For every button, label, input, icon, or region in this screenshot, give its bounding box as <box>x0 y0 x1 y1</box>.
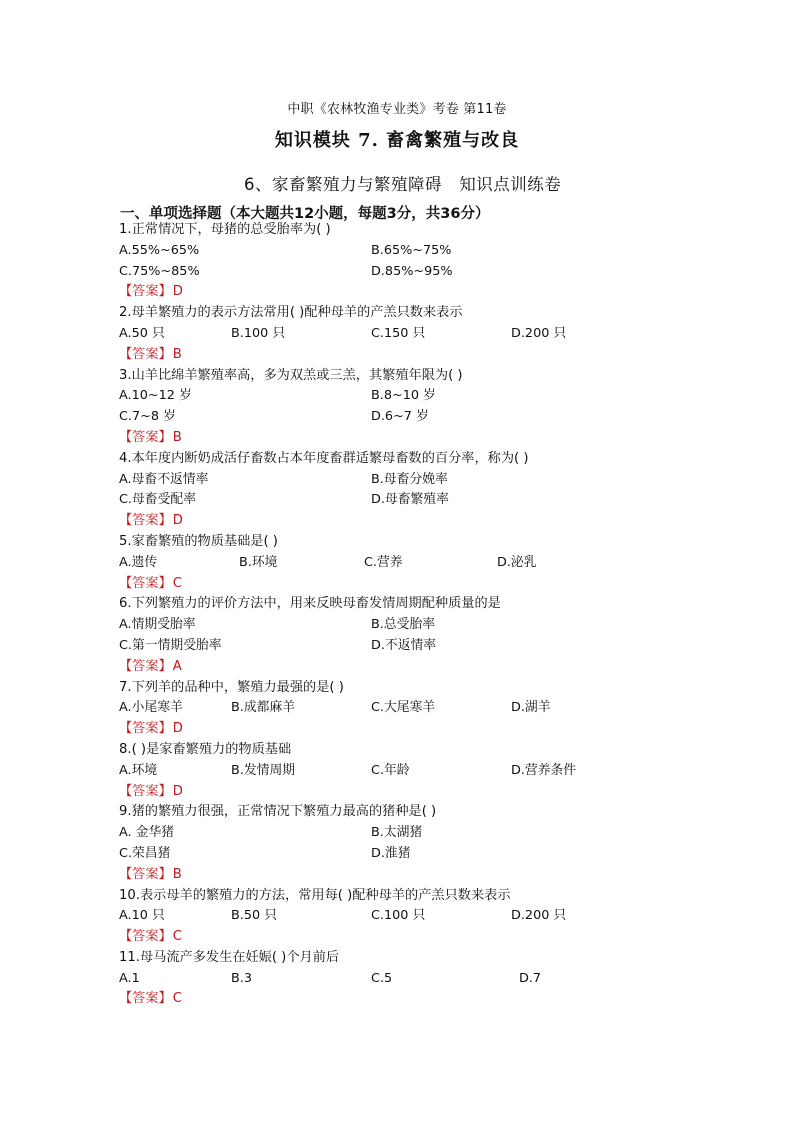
option-row <box>119 470 719 491</box>
option-b: B.3 <box>231 970 252 986</box>
option-a: A.10~12 岁 <box>119 388 192 404</box>
question-8 <box>119 740 719 802</box>
option-c: C.150 只 <box>371 325 426 341</box>
option-c: C.营养 <box>364 554 403 570</box>
question-6 <box>119 594 719 677</box>
answer-line <box>119 865 719 886</box>
answer-line <box>119 345 719 366</box>
question-list <box>119 220 719 1010</box>
module-title: 知识模块 7. 畜禽繁殖与改良 <box>274 130 520 151</box>
answer-label: 【答案】 <box>119 658 172 674</box>
question-11 <box>119 948 719 1010</box>
answer-value: B <box>172 429 182 445</box>
answer-line <box>119 657 719 678</box>
option-c: C.母畜受配率 <box>119 492 196 508</box>
answer-value: D <box>172 513 183 529</box>
answer-value: D <box>172 783 183 799</box>
answer-line <box>119 511 719 532</box>
answer-line <box>119 574 719 595</box>
answer-line <box>119 782 719 803</box>
answer-label: 【答案】 <box>119 346 172 362</box>
answer-line <box>119 719 719 740</box>
option-d: D.不返情率 <box>371 637 437 653</box>
answer-label: 【答案】 <box>119 866 172 882</box>
option-row <box>119 553 719 574</box>
question-5 <box>119 532 719 594</box>
option-b: B.100 只 <box>231 325 286 341</box>
option-b: B.发情周期 <box>231 762 296 778</box>
option-b: B.65%~75% <box>371 242 452 258</box>
question-stem: 9.猪的繁殖力很强，正常情况下繁殖力最高的猪种是( ) <box>119 804 437 820</box>
option-row <box>119 386 719 407</box>
question-10 <box>119 886 719 948</box>
option-b: B.母畜分娩率 <box>371 471 448 487</box>
answer-label: 【答案】 <box>119 991 172 1007</box>
question-stem: 3.山羊比绵羊繁殖率高，多为双羔或三羔，其繁殖年限为( ) <box>119 367 463 383</box>
option-d: D.200 只 <box>511 908 567 924</box>
option-c: C.年龄 <box>371 762 410 778</box>
option-row <box>119 636 719 657</box>
option-d: D.泌乳 <box>497 554 537 570</box>
option-c: C.75%~85% <box>119 263 200 279</box>
option-b: B.8~10 岁 <box>371 388 436 404</box>
option-row <box>119 844 719 865</box>
question-stem: 10.表示母羊的繁殖力的方法，常用每( )配种母羊的产羔只数来表示 <box>119 887 511 903</box>
option-row <box>119 823 719 844</box>
question-1 <box>119 220 719 303</box>
question-7 <box>119 678 719 740</box>
answer-value: D <box>172 284 183 300</box>
unit-title: 6、家畜繁殖力与繁殖障碍 知识点训练卷 <box>244 175 562 194</box>
question-9 <box>119 802 719 885</box>
answer-line <box>119 927 719 948</box>
answer-line <box>119 428 719 449</box>
option-a: A.1 <box>119 970 140 986</box>
option-row <box>119 324 719 345</box>
option-c: C.荣昌猪 <box>119 845 171 861</box>
answer-value: C <box>172 929 182 945</box>
option-row <box>119 615 719 636</box>
answer-value: B <box>172 866 182 882</box>
option-a: A.55%~65% <box>119 242 200 258</box>
option-a: A. 金华猪 <box>119 825 175 841</box>
option-d: D.淮猪 <box>371 845 411 861</box>
answer-value: C <box>172 575 182 591</box>
answer-value: B <box>172 346 182 362</box>
option-a: A.母畜不返情率 <box>119 471 209 487</box>
answer-label: 【答案】 <box>119 783 172 799</box>
question-stem: 6.下列繁殖力的评价方法中，用来反映母畜发情周期配种质量的是 <box>119 596 501 612</box>
option-row <box>119 969 719 990</box>
answer-label: 【答案】 <box>119 429 172 445</box>
question-stem: 4.本年度内断奶成活仔畜数占本年度畜群适繁母畜数的百分率，称为( ) <box>119 450 529 466</box>
option-b: B.成都麻羊 <box>231 700 296 716</box>
answer-value: C <box>172 991 182 1007</box>
option-d: D.母畜繁殖率 <box>371 492 449 508</box>
question-stem: 8.( )是家畜繁殖力的物质基础 <box>119 741 292 757</box>
answer-label: 【答案】 <box>119 929 172 945</box>
option-c: C.第一情期受胎率 <box>119 637 222 653</box>
option-row <box>119 407 719 428</box>
question-stem: 5.家畜繁殖的物质基础是( ) <box>119 533 278 549</box>
option-b: B.总受胎率 <box>371 617 436 633</box>
option-d: D.湖羊 <box>511 700 551 716</box>
option-b: B.太湖猪 <box>371 825 423 841</box>
option-row <box>119 906 719 927</box>
option-c: C.5 <box>371 970 393 986</box>
option-a: A.情期受胎率 <box>119 617 196 633</box>
exam-title: 中职《农林牧渔专业类》考卷 第11卷 <box>287 102 507 117</box>
option-a: A.小尾寒羊 <box>119 700 183 716</box>
answer-value: A <box>172 658 182 674</box>
option-d: D.85%~95% <box>371 263 453 279</box>
question-stem: 11.母马流产多发生在妊娠( )个月前后 <box>119 949 340 965</box>
question-stem: 7.下列羊的品种中，繁殖力最强的是( ) <box>119 679 344 695</box>
question-2 <box>119 303 719 365</box>
option-c: C.大尾寒羊 <box>371 700 436 716</box>
answer-value: D <box>172 721 183 737</box>
option-row <box>119 262 719 283</box>
option-c: C.7~8 岁 <box>119 409 176 425</box>
question-stem: 1.正常情况下，母猪的总受胎率为( ) <box>119 222 331 237</box>
option-b: B.环境 <box>239 554 278 570</box>
option-c: C.100 只 <box>371 908 426 924</box>
option-d: D.6~7 岁 <box>371 409 429 425</box>
option-row <box>119 698 719 719</box>
option-row <box>119 241 719 262</box>
option-d: D.营养条件 <box>511 762 577 778</box>
option-a: A.环境 <box>119 762 158 778</box>
option-a: A.10 只 <box>119 908 165 924</box>
option-a: A.50 只 <box>119 325 165 341</box>
answer-label: 【答案】 <box>119 721 172 737</box>
answer-line <box>119 282 719 303</box>
question-3 <box>119 366 719 449</box>
question-4 <box>119 449 719 532</box>
answer-label: 【答案】 <box>119 284 172 300</box>
option-row <box>119 761 719 782</box>
option-row <box>119 490 719 511</box>
section-title: 一、单项选择题（本大题共12小题，每题3分，共36分） <box>120 206 490 222</box>
answer-label: 【答案】 <box>119 513 172 529</box>
answer-line <box>119 989 719 1010</box>
question-stem: 2.母羊繁殖力的表示方法常用( )配种母羊的产羔只数来表示 <box>119 305 463 321</box>
option-d: D.200 只 <box>511 325 567 341</box>
answer-label: 【答案】 <box>119 575 172 591</box>
option-a: A.遗传 <box>119 554 158 570</box>
option-b: B.50 只 <box>231 908 277 924</box>
option-d: D.7 <box>519 970 542 986</box>
